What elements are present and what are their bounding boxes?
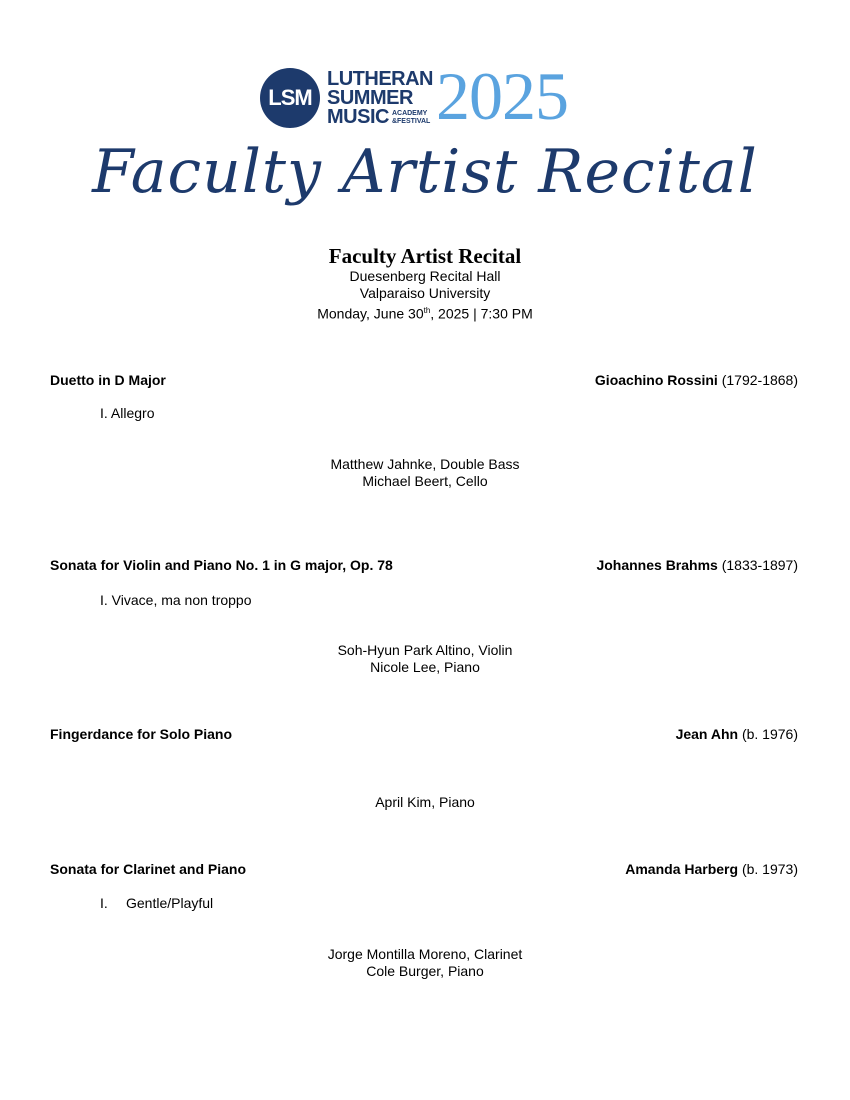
program-item-ahn xyxy=(50,725,798,743)
movement xyxy=(100,591,252,609)
performer: April Kim, Piano xyxy=(375,794,475,810)
performer: Jorge Montilla Moreno, Clarinet xyxy=(327,946,523,962)
event-title: Faculty Artist Recital xyxy=(328,244,522,268)
composer-name: Gioachino Rossini xyxy=(594,372,718,388)
composer xyxy=(595,371,798,389)
movement-title: Allegro xyxy=(110,405,155,421)
performers xyxy=(0,456,850,490)
performers xyxy=(0,642,850,676)
lsm-logo xyxy=(0,58,850,136)
movement xyxy=(100,404,155,422)
org-line-lutheran: LUTHERAN xyxy=(327,68,433,90)
composer-dates: (b. 1976) xyxy=(741,726,798,742)
org-name xyxy=(327,70,433,127)
lsm-circle-badge: LSM xyxy=(260,68,320,128)
movement-title: Vivace, ma non troppo xyxy=(111,592,252,608)
program-item-brahms xyxy=(50,556,798,574)
org-line-music: MUSIC xyxy=(327,106,389,128)
composer-dates: (b. 1973) xyxy=(741,861,798,877)
performer: Michael Beert, Cello xyxy=(362,473,488,489)
event-institution: Valparaiso University xyxy=(359,285,491,301)
performers xyxy=(0,946,850,980)
composer-name: Johannes Brahms xyxy=(596,557,718,573)
script-title: Faculty Artist Recital xyxy=(92,137,758,207)
org-tagline-festival: &FESTIVAL xyxy=(391,117,431,125)
org-line-music-row xyxy=(327,108,433,127)
movement xyxy=(100,894,213,912)
performer: Matthew Jahnke, Double Bass xyxy=(330,456,520,472)
org-tagline xyxy=(392,110,430,126)
logo-year: 2025 xyxy=(436,58,568,134)
performer: Nicole Lee, Piano xyxy=(370,659,480,675)
piece-title: Sonata for Clarinet and Piano xyxy=(50,861,247,877)
composer xyxy=(625,860,798,878)
movement-number: I. xyxy=(100,895,108,911)
composer-dates: (1833-1897) xyxy=(721,557,798,573)
event-date-prefix: Monday, June 30 xyxy=(317,305,424,322)
composer xyxy=(596,556,798,574)
movement-number: I. xyxy=(100,405,108,421)
performer: Soh-Hyun Park Altino, Violin xyxy=(337,642,513,658)
event-date-suffix: , 2025 | 7:30 PM xyxy=(430,305,533,322)
program-item-rossini xyxy=(50,371,798,389)
piece-title: Fingerdance for Solo Piano xyxy=(50,726,233,742)
performer: Cole Burger, Piano xyxy=(366,963,484,979)
program-item-harberg xyxy=(50,860,798,878)
org-tagline-academy: ACADEMY xyxy=(391,109,428,117)
movement-title: Gentle/Playful xyxy=(126,895,214,911)
composer-dates: (1792-1868) xyxy=(721,372,798,388)
event-date-sup: th xyxy=(423,306,431,315)
event-date xyxy=(0,302,850,323)
composer-name: Amanda Harberg xyxy=(625,861,739,877)
piece-title: Duetto in D Major xyxy=(50,372,166,388)
piece-title: Sonata for Violin and Piano No. 1 in G major, Op. 78 xyxy=(50,557,393,573)
composer xyxy=(676,725,798,743)
composer-name: Jean Ahn xyxy=(675,726,739,742)
event-venue: Duesenberg Recital Hall xyxy=(349,268,501,284)
performers xyxy=(0,794,850,811)
event-info xyxy=(0,244,850,323)
movement-number: I. xyxy=(100,592,108,608)
org-line-summer: SUMMER xyxy=(327,87,413,109)
